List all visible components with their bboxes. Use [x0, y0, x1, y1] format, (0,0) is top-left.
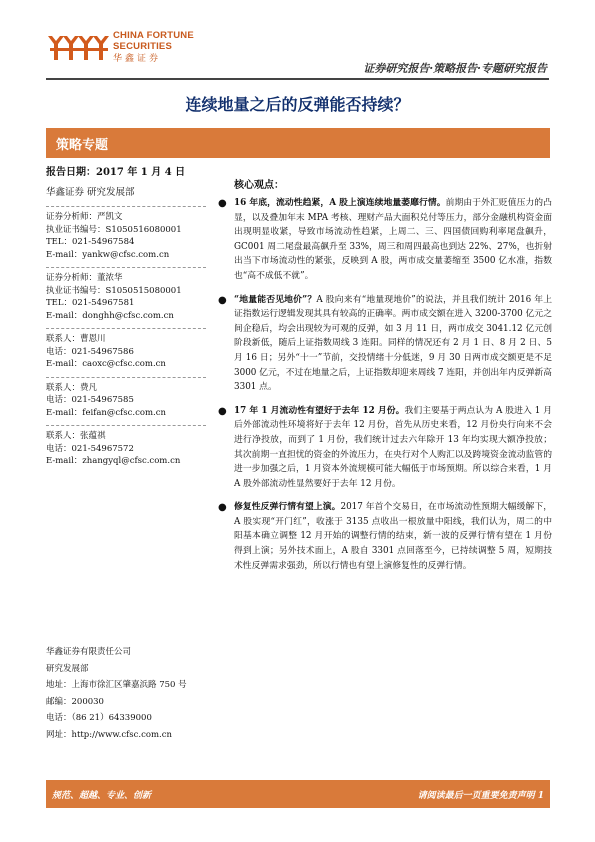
contact-line: 联系人：费凡 — [46, 382, 98, 393]
bullet-icon: ● — [218, 294, 227, 306]
logo-mark-icon — [46, 30, 110, 64]
contact-line: 电话：021-54967585 — [46, 395, 134, 405]
bullet-icon: ● — [218, 405, 227, 417]
contact-line: TEL：021-54967581 — [46, 298, 135, 308]
viewpoint-lead: 修复性反弹行情有望上演。 — [234, 502, 341, 513]
contact-line: 联系人：曹恩川 — [46, 334, 106, 344]
footer-banner — [46, 780, 550, 808]
core-viewpoints — [218, 176, 552, 582]
department-name: 研究发展部 — [46, 663, 89, 674]
viewpoint-body: 2017 年首个交易日，在市场流动性预期大幅缓解下，A 股实现“开门红”，收涨于 3135 点收出一根放量中阳线，我们认为，周二的中阳基本确立调整 12 月开始的调整行情的结束，新一波的反弹行情有望在 1 月份得到上演；另外技术面上，A 股自 3301 点回落至今，已持续调整 5 周，短期技术性反弹需求强劲，所以行情也有望上演修复性的反弹行情。 — [234, 502, 552, 571]
company-name: 华鑫证券有限责任公司 — [46, 647, 132, 657]
header-divider — [46, 78, 549, 80]
bullet-icon: ● — [218, 198, 227, 209]
report-date: 报告日期：2017 年 1 月 4 日 — [46, 167, 186, 178]
viewpoint-heading: 核心观点： — [234, 180, 284, 191]
viewpoint-item — [218, 293, 552, 395]
contact-email[interactable]: E-mail：yankw@cfsc.com.cn — [46, 249, 170, 260]
contact-email[interactable]: E-mail：zhangyql@cfsc.com.cn — [46, 456, 181, 466]
viewpoint-item — [218, 500, 552, 573]
disclaimer-notice[interactable]: 请阅读最后一页重要免责声明 1 — [417, 791, 544, 801]
sidebar-info — [46, 166, 206, 474]
contact-line: 电话：021-54967572 — [46, 443, 134, 454]
company-phone: 电话：（86 21）64339000 — [46, 713, 152, 723]
viewpoint-item — [218, 404, 552, 492]
report-category-tagline: 证券研究报告·策略报告·专题研究报告 — [363, 62, 547, 75]
bullet-icon: ● — [218, 502, 227, 514]
section-label: 策略专题 — [56, 138, 109, 153]
viewpoint-lead: 17 年 1 月流动性有望好于去年 12 月份。 — [234, 405, 405, 416]
postal-code: 邮编：200030 — [46, 696, 104, 707]
viewpoint-body: A 股向来有“地量现地价”的说法，并且我们统计 2016 年上证指数运行逻辑发现其具有较高的正确率。两市成交额在进入 3200-3700 亿元之间企稳后，均会出现较为可观的反弹，如 3 月 11 日，两市成交 3041.12 亿元创阶段新低，随后上证指数周线 3 连阳。同样的情况还有 2 月 1 日、8 月 2 日、5 月 16 日；另外“十一”节前，交投情绪十分低迷，9 月 30 日两市成交额更是不足 3000 亿元，不过在地量之后，上证指数却迎来周线 7 连阳，并创出年内反弹新高 3301 点。 — [234, 294, 553, 393]
contact-email[interactable]: E-mail：caoxc@cfsc.com.cn — [46, 359, 166, 369]
logo-wordmark — [113, 30, 194, 64]
report-title: 连续地量之后的反弹能否持续？ — [185, 95, 410, 114]
logo-english-line2: SECURITIES — [113, 41, 173, 52]
contact-line: 电话：021-54967586 — [46, 346, 134, 357]
liaison-contact — [46, 425, 206, 474]
company-logo — [46, 26, 226, 70]
liaison-contact — [46, 328, 206, 377]
contact-line: 执业证书编号：S1050515080001 — [46, 285, 182, 296]
company-motto: 规范、超越、专业、创新 — [52, 791, 152, 801]
research-department: 华鑫证券 研究发展部 — [46, 187, 135, 198]
contact-line: 证券分析师：严凯文 — [46, 212, 123, 222]
company-address-block — [46, 644, 246, 743]
analyst-contact — [46, 267, 206, 328]
viewpoint-body: 我们主要基于两点认为 A 股进入 1 月后外部流动性环境将好于去年 12 月份，首先从历史来看，12 月份央行向来不会进行净投放，而到了 1 月份，我们统计过去六年除开 13 年均实现大额净投放；其次前期一直担忧的资金的外流压力，在央行对个人购汇以及跨境资金流动监管的进一步加强之后，1 月资本外流规模可能大幅低于市场预期。所以综合来看，1 月 A 股外部流动性显然要好于去年 12 月份。 — [234, 405, 553, 489]
logo-english-line1: CHINA FORTUNE — [113, 30, 194, 41]
contact-line: 执业证书编号：S1050516080001 — [46, 224, 182, 235]
contact-email[interactable]: E-mail：donghh@cfsc.com.cn — [46, 310, 174, 321]
company-website-link[interactable]: 网址：http://www.cfsc.com.cn — [46, 729, 172, 740]
viewpoint-item — [218, 196, 552, 284]
company-address: 地址：上海市徐汇区肇嘉浜路 750 号 — [46, 680, 187, 690]
contact-line: TEL：021-54967584 — [46, 237, 135, 247]
viewpoint-body: 前期由于外汇贬值压力的凸显，以及叠加年末 MPA 考核、理财产品大面积兑付等压力，部分金融机构资金面出现明显收紧，导致市场流动性趋紧，上周二、三、四国债回购利率尾盘飙升，GC001 周二尾盘最高飙升至 33%，周三和周四最高也到达 22%、27%，也折射出当下市场流动性的紧张，反映到 A 股，两市成交量萎缩至 3500 亿水准，指数也“高不成低不就”。 — [234, 198, 552, 281]
contact-email[interactable]: E-mail：feifan@cfsc.com.cn — [46, 407, 166, 418]
logo-chinese: 华鑫证券 — [113, 53, 162, 63]
section-banner — [46, 128, 550, 158]
contact-line: 联系人：张蕴祺 — [46, 431, 106, 441]
liaison-contact — [46, 377, 206, 426]
viewpoint-lead: “地量能否见地价”？ — [234, 294, 317, 305]
analyst-contact — [46, 206, 206, 267]
viewpoint-lead: 16 年底，流动性趋紧，A 股上演连续地量萎靡行情。 — [234, 198, 446, 208]
contact-line: 证券分析师：董浓华 — [46, 273, 123, 283]
